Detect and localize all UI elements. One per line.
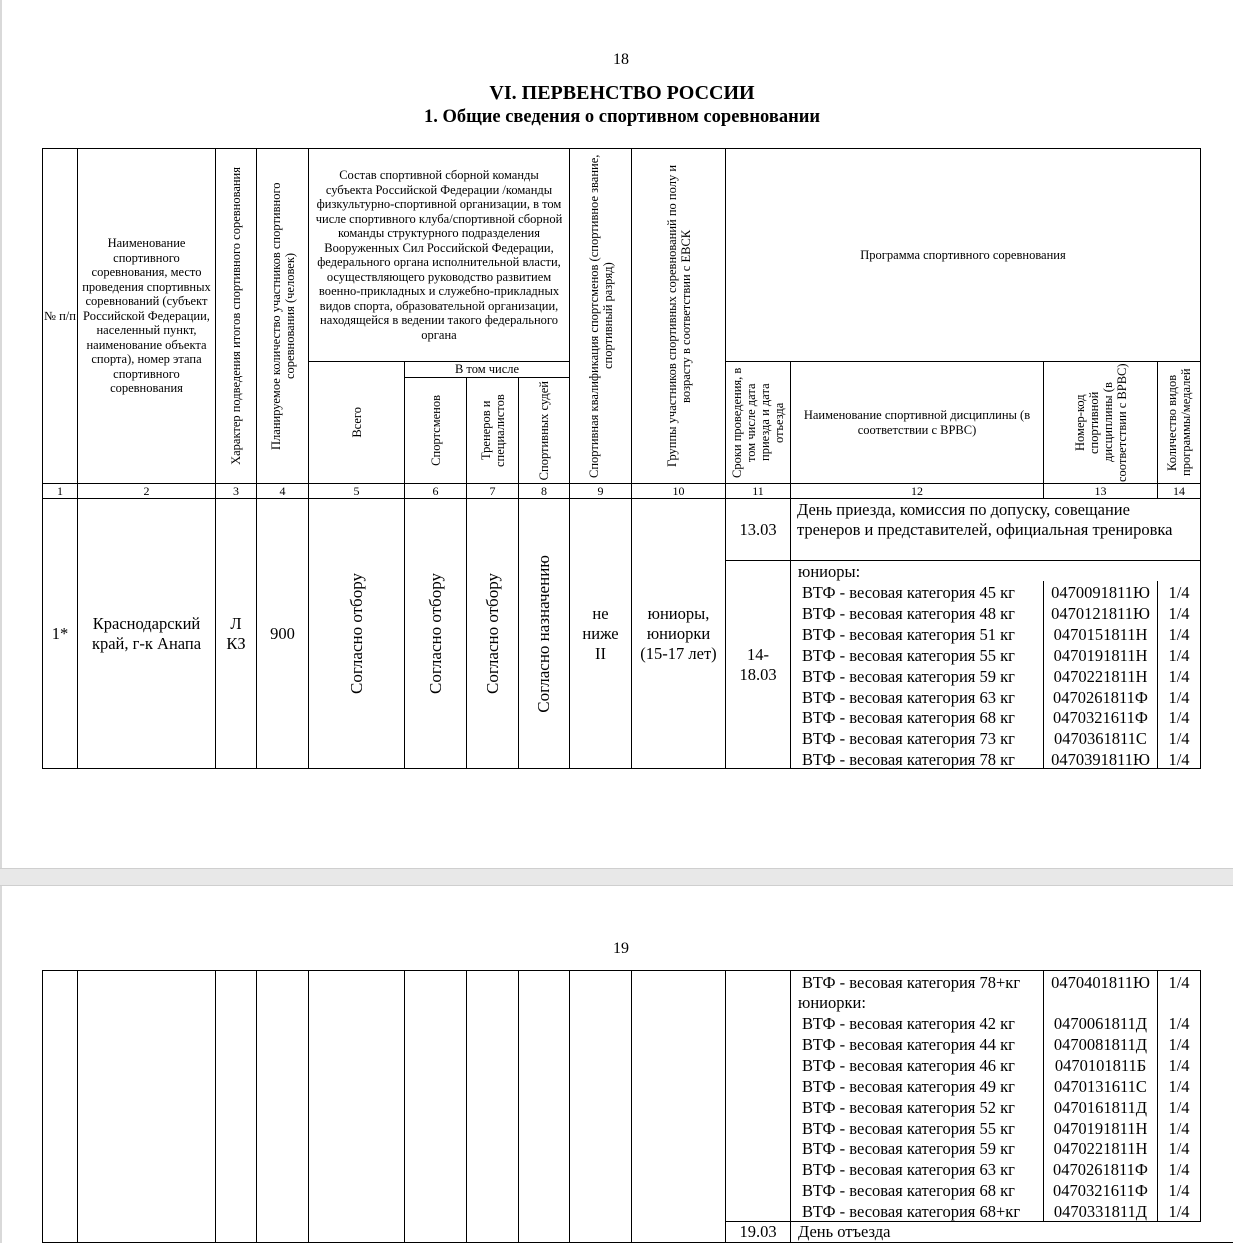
discipline-medals: 1/4 (1168, 583, 1190, 602)
discipline-name: ВТФ - весовая категория 78+кг (802, 973, 1021, 992)
discipline-code: 0470121811Ю (1051, 603, 1150, 623)
discipline-medals: 1/4 (1168, 750, 1190, 770)
column-number: 14 (1173, 484, 1185, 498)
discipline-code: 0470151811Н (1053, 624, 1148, 644)
departure-date: 19.03 (739, 1222, 777, 1241)
column-number: 7 (489, 484, 496, 498)
discipline-code: 0470401811Ю (1051, 973, 1150, 992)
discipline-name: ВТФ - весовая категория 78 кг (802, 750, 1015, 770)
discipline-code: 0470321611Ф (1053, 1181, 1148, 1201)
header-program: Программа спортивного соревнования (860, 247, 1066, 262)
discipline-medals: 1/4 (1168, 687, 1190, 707)
discipline-name: ВТФ - весовая категория 44 кг (802, 1034, 1015, 1054)
header-num: № п/п (44, 308, 76, 323)
discipline-code: 0470361811С (1054, 729, 1147, 749)
column-number: 3 (233, 484, 239, 498)
discipline-name: ВТФ - весовая категория 48 кг (802, 603, 1015, 623)
column-number: 2 (143, 484, 150, 498)
discipline-code: 0470221811Н (1053, 1139, 1148, 1159)
coaches-value: Согласно отбору (482, 573, 502, 695)
discipline-medals: 1/4 (1168, 1076, 1190, 1096)
discipline-medals: 1/4 (1168, 1014, 1190, 1033)
page-separator (0, 868, 1233, 886)
header-result-type: Характер подведения итогов спортивного соревнования (229, 167, 243, 465)
discipline-medals: 1/4 (1168, 973, 1190, 992)
arrival-description: День приезда, комиссия по допуску, совещание тренеров и представителей, официальная тренировка (797, 500, 1173, 539)
page-number: 19 (613, 940, 629, 957)
header-team-composition: Состав спортивной сборной команды субъекта Российской Федерации /команды физкультурно-спортивной организации, в том числе спортивного клуба/спортивной сборной команды структурного подразделения Вооруженных Сил Российской Федерации, федерального органа исполнительной власти, осуществляющего руководство развитием военно-прикладных и служебно-прикладных видов спорта, образовательной организации, находящейся в ведении такого федерального органа (315, 168, 563, 342)
discipline-medals: 1/4 (1168, 1181, 1190, 1201)
column-number: 5 (353, 484, 360, 498)
discipline-name: ВТФ - весовая категория 63 кг (802, 687, 1015, 707)
discipline-code: 0470061811Д (1053, 1014, 1148, 1033)
header-competition-name: Наименование спортивного соревнования, место проведения спортивных соревнований (субъект Российской Федерации, населенный пункт, наименование объекта спорта), номер этапа спортивного соревнования (82, 236, 211, 396)
result-type (216, 499, 256, 769)
discipline-code: 0470091811Ю (1051, 583, 1150, 602)
column-number: 4 (279, 484, 286, 498)
column-number: 13 (1094, 484, 1107, 498)
discipline-medals: 1/4 (1168, 666, 1190, 686)
discipline-code: 0470331811Д (1053, 1202, 1148, 1222)
header-groups: Группы участников спортивных соревнований по полу и возрасту в соответствии с ЕВСК (664, 165, 693, 468)
discipline-name: ВТФ - весовая категория 59 кг (802, 666, 1015, 686)
discipline-code: 0470131611С (1054, 1076, 1147, 1096)
column-number: 11 (752, 484, 764, 498)
participants-count: 900 (270, 624, 295, 643)
discipline-name: ВТФ - весовая категория 49 кг (802, 1076, 1015, 1096)
header-coaches: Тренеров и специалистов (478, 394, 507, 467)
result-type-line: КЗ (226, 634, 246, 653)
header-medal-count: Количество видов программы/медалей (1165, 368, 1193, 477)
discipline-name: ВТФ - весовая категория 55 кг (802, 1118, 1015, 1138)
discipline-medals: 1/4 (1168, 1034, 1190, 1054)
header-planned-participants: Планируемое количество участников спортивного соревнования (человек) (268, 182, 297, 450)
discipline-name: ВТФ - весовая категория 52 кг (802, 1097, 1015, 1117)
departure-description: День отъезда (798, 1222, 891, 1241)
discipline-name: ВТФ - весовая категория 68 кг (802, 1181, 1015, 1201)
discipline-medals: 1/4 (1168, 624, 1190, 644)
column-number: 10 (672, 484, 685, 498)
column-number: 1 (57, 484, 63, 498)
header-judges: Спортивных судей (537, 380, 551, 481)
discipline-code: 0470101811Б (1054, 1055, 1147, 1075)
total-value: Согласно отбору (346, 573, 366, 695)
section-title: VI. ПЕРВЕНСТВО РОССИИ (489, 82, 755, 104)
discipline-code: 0470191811Н (1053, 645, 1148, 665)
header-dates: Сроки проведения, в том числе дата приезда и дата отъезда (730, 367, 786, 478)
discipline-medals: 1/4 (1168, 1202, 1190, 1222)
discipline-medals: 1/4 (1168, 1160, 1190, 1180)
discipline-code: 0470321611Ф (1053, 708, 1148, 728)
discipline-name: ВТФ - весовая категория 42 кг (802, 1014, 1015, 1033)
page-number: 18 (613, 51, 629, 68)
discipline-name: ВТФ - весовая категория 68+кг (802, 1202, 1021, 1222)
header-discipline-name: Наименование спортивной дисциплины (в соответствии с ВРВС) (803, 408, 1031, 437)
discipline-code: 0470221811Н (1053, 666, 1148, 686)
participant-groups: юниоры, юниорки (15-17 лет) (640, 604, 717, 663)
column-number: 9 (597, 484, 604, 498)
discipline-medals: 1/4 (1168, 1139, 1190, 1159)
group-label-juniors: юниоры: (798, 562, 861, 581)
page-19 (0, 886, 1233, 1243)
discipline-code: 0470161811Д (1053, 1097, 1148, 1117)
discipline-name: ВТФ - весовая категория 46 кг (802, 1055, 1015, 1075)
discipline-name: ВТФ - весовая категория 63 кг (802, 1160, 1015, 1180)
discipline-name: ВТФ - весовая категория 68 кг (802, 708, 1015, 728)
discipline-medals: 1/4 (1168, 1097, 1190, 1117)
header-including: В том числе (454, 362, 520, 377)
discipline-code: 0470391811Ю (1051, 750, 1150, 770)
discipline-name: ВТФ - весовая категория 51 кг (802, 624, 1015, 644)
section-subtitle: 1. Общие сведения о спортивном соревновании (423, 107, 821, 127)
discipline-medals: 1/4 (1168, 1118, 1190, 1138)
discipline-medals: 1/4 (1168, 1055, 1190, 1075)
venue: Краснодарский край, г-к Анапа (91, 614, 202, 653)
discipline-name: ВТФ - весовая категория 55 кг (802, 645, 1015, 665)
group-label-junior-women: юниорки: (798, 993, 866, 1012)
athletes-value: Согласно отбору (425, 573, 445, 695)
discipline-medals: 1/4 (1168, 603, 1190, 623)
discipline-medals: 1/4 (1168, 729, 1190, 749)
row-number: 1* (51, 624, 69, 643)
discipline-code: 0470261811Ф (1053, 1160, 1148, 1180)
header-total: Всего (349, 407, 364, 438)
header-qualification: Спортивная квалификация спортсменов (спортивное звание, спортивный разряд) (586, 154, 615, 478)
discipline-code: 0470261811Ф (1053, 687, 1148, 707)
header-discipline-code: Номер-код спортивной дисциплины (в соответствии с ВРВС) (1072, 363, 1129, 482)
discipline-medals: 1/4 (1168, 645, 1190, 665)
qualification: не ниже II (582, 604, 619, 663)
discipline-name: ВТФ - весовая категория 73 кг (802, 729, 1015, 749)
arrival-date: 13.03 (739, 519, 777, 539)
discipline-code: 0470081811Д (1053, 1034, 1148, 1054)
discipline-medals: 1/4 (1168, 708, 1190, 728)
header-athletes: Спортсменов (428, 395, 443, 466)
judges-value: Согласно назначению (534, 555, 553, 713)
column-number: 6 (432, 484, 439, 498)
discipline-name: ВТФ - весовая категория 59 кг (802, 1139, 1015, 1159)
competition-dates: 14-18.03 (739, 645, 777, 684)
column-number: 12 (911, 484, 923, 498)
column-number: 8 (541, 484, 547, 498)
result-type-line: Л (230, 614, 242, 633)
discipline-code: 0470191811Н (1053, 1118, 1148, 1138)
discipline-name: ВТФ - весовая категория 45 кг (802, 583, 1015, 602)
